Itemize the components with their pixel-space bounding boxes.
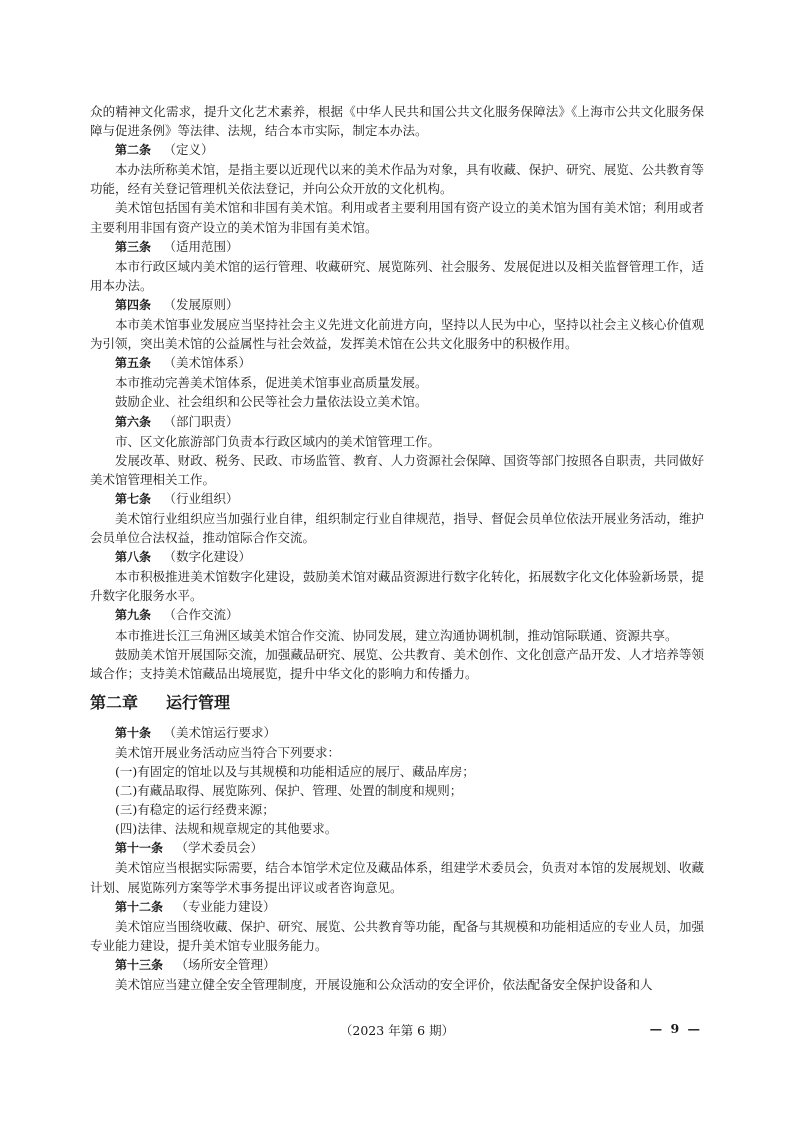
- article-heading: [90, 237, 704, 257]
- article-paragraph: 美术馆应当建立健全安全管理制度，开展设施和公众活动的安全评价，依法配备安全保护设备和人: [115, 977, 653, 993]
- article-heading: [90, 489, 704, 509]
- article-number: 第十三条: [115, 957, 164, 972]
- article-number: 第七条: [115, 491, 152, 506]
- article-heading: [90, 140, 704, 160]
- article-paragraph: 本市推动完善美术馆体系，促进美术馆事业高质量发展。: [115, 375, 428, 391]
- document-body: [90, 102, 704, 994]
- articles-chapter-one: [90, 140, 704, 683]
- article-heading: [90, 605, 704, 625]
- article-topic: （美术馆体系）: [163, 355, 252, 371]
- article-paragraph: 本市推进长江三角洲区域美术馆合作交流、协同发展，建立沟通协调机制，推动馆际联通、资源共享。: [115, 627, 678, 643]
- article-number: 第四条: [115, 297, 152, 312]
- article-topic: （适用范围）: [163, 238, 239, 254]
- article-number: 第三条: [115, 239, 152, 254]
- article-topic: （合作交流）: [163, 607, 239, 623]
- article-topic: （定义）: [163, 142, 214, 158]
- article-paragraph: (四)法律、法规和规章规定的其他要求。: [115, 821, 338, 837]
- article-paragraph: 美术馆应当围绕收藏、保护、研究、展览、公共教育等功能，配备与其规模和功能相适应的专业人员，加强专业能力建设，提升美术馆专业服务能力。: [90, 918, 704, 953]
- article-heading: [90, 412, 704, 432]
- article-paragraph: 鼓励企业、社会组织和公民等社会力量依法设立美术馆。: [115, 394, 428, 410]
- chapter-heading: [90, 691, 704, 715]
- article-number: 第八条: [115, 550, 152, 565]
- article-paragraph: 发展改革、财政、税务、民政、市场监管、教育、人力资源社会保障、国资等部门按照各自职责，共同做好美术馆管理相关工作。: [90, 452, 704, 487]
- article-number: 第十条: [115, 725, 152, 740]
- intro-section: [90, 102, 704, 140]
- article-paragraph: 本市行政区域内美术馆的运行管理、收藏研究、展览陈列、社会服务、发展促进以及相关监督管理工作，适用本办法。: [90, 258, 704, 293]
- page-number: — 9 —: [649, 1021, 702, 1036]
- article-paragraph: (一)有固定的馆址以及与其规模和功能相适应的展厅、藏品库房；: [115, 764, 475, 779]
- paragraph: 众的精神文化需求，提升文化艺术素养，根据《中华人民共和国公共文化服务保障法》《上海市公共文化服务保障与促进条例》等法律、法规，结合本市实际，制定本办法。: [90, 104, 704, 139]
- article-heading: [90, 955, 704, 975]
- articles-chapter-two: [90, 723, 704, 994]
- article-number: 第十一条: [115, 841, 164, 856]
- article-number: 第二条: [115, 143, 152, 158]
- article-paragraph: 本市积极推进美术馆数字化建设，鼓励美术馆对藏品资源进行数字化转化，拓展数字化文化体验新场景，提升数字化服务水平。: [90, 569, 704, 604]
- article-heading: [90, 723, 704, 743]
- article-number: 第十二条: [115, 899, 164, 914]
- article-paragraph: 美术馆应当根据实际需要，结合本馆学术定位及藏品体系，组建学术委员会，负责对本馆的发展规划、收藏计划、展览陈列方案等学术事务提出评议或者咨询意见。: [90, 860, 704, 895]
- article-topic: （数字化建设）: [163, 549, 252, 565]
- article-topic: （学术委员会）: [175, 840, 264, 856]
- article-number: 第五条: [115, 356, 152, 371]
- article-paragraph: 美术馆包括国有美术馆和非国有美术馆。利用或者主要利用国有资产设立的美术馆为国有美术馆；利用或者主要利用非国有资产设立的美术馆为非国有美术馆。: [90, 200, 704, 235]
- article-heading: [90, 547, 704, 567]
- article-paragraph: 美术馆行业组织应当加强行业自律，组织制定行业自律规范，指导、督促会员单位依法开展业务活动，维护会员单位合法权益，推动馆际合作交流。: [90, 510, 704, 546]
- chapter-number: 第二章: [90, 692, 139, 712]
- article-number: 第九条: [115, 608, 152, 623]
- article-heading: [90, 295, 704, 315]
- article-topic: （部门职责）: [163, 413, 239, 429]
- article-heading: [90, 353, 704, 373]
- article-paragraph: 本市美术馆事业发展应当坚持社会主义先进文化前进方向，坚持以人民为中心，坚持以社会主义核心价值观为引领，突出美术馆的公益属性与社会效益，发挥美术馆在公共文化服务中的积极作用。: [90, 317, 704, 352]
- chapter-title: 运行管理: [166, 692, 231, 712]
- article-paragraph: (二)有藏品取得、展览陈列、保护、管理、处置的制度和规则；: [115, 783, 463, 799]
- article-topic: （专业能力建设）: [175, 898, 276, 914]
- article-paragraph: 鼓励美术馆开展国际交流，加强藏品研究、展览、公共教育、美术创作、文化创意产品开发、人才培养等领域合作；支持美术馆藏品出境展览，提升中华文化的影响力和传播力。: [90, 646, 704, 681]
- page-footer: [90, 1021, 704, 1041]
- article-number: 第六条: [115, 414, 152, 429]
- article-topic: （行业组织）: [163, 490, 239, 506]
- article-paragraph: 市、区文化旅游部门负责本行政区域内的美术馆管理工作。: [115, 433, 441, 449]
- issue-label: （2023 年第 6 期）: [339, 1023, 455, 1038]
- article-heading: [90, 897, 704, 917]
- article-topic: （美术馆运行要求）: [163, 724, 277, 740]
- article-paragraph: (三)有稳定的运行经费来源；: [115, 802, 275, 818]
- article-paragraph: 本办法所称美术馆，是指主要以近现代以来的美术作品为对象，具有收藏、保护、研究、展览、公共教育等功能，经有关登记管理机关依法登记，并向公众开放的文化机构。: [90, 162, 704, 197]
- article-heading: [90, 838, 704, 858]
- article-paragraph: 美术馆开展业务活动应当符合下列要求：: [115, 744, 341, 760]
- article-topic: （发展原则）: [163, 296, 239, 312]
- article-topic: （场所安全管理）: [175, 956, 276, 972]
